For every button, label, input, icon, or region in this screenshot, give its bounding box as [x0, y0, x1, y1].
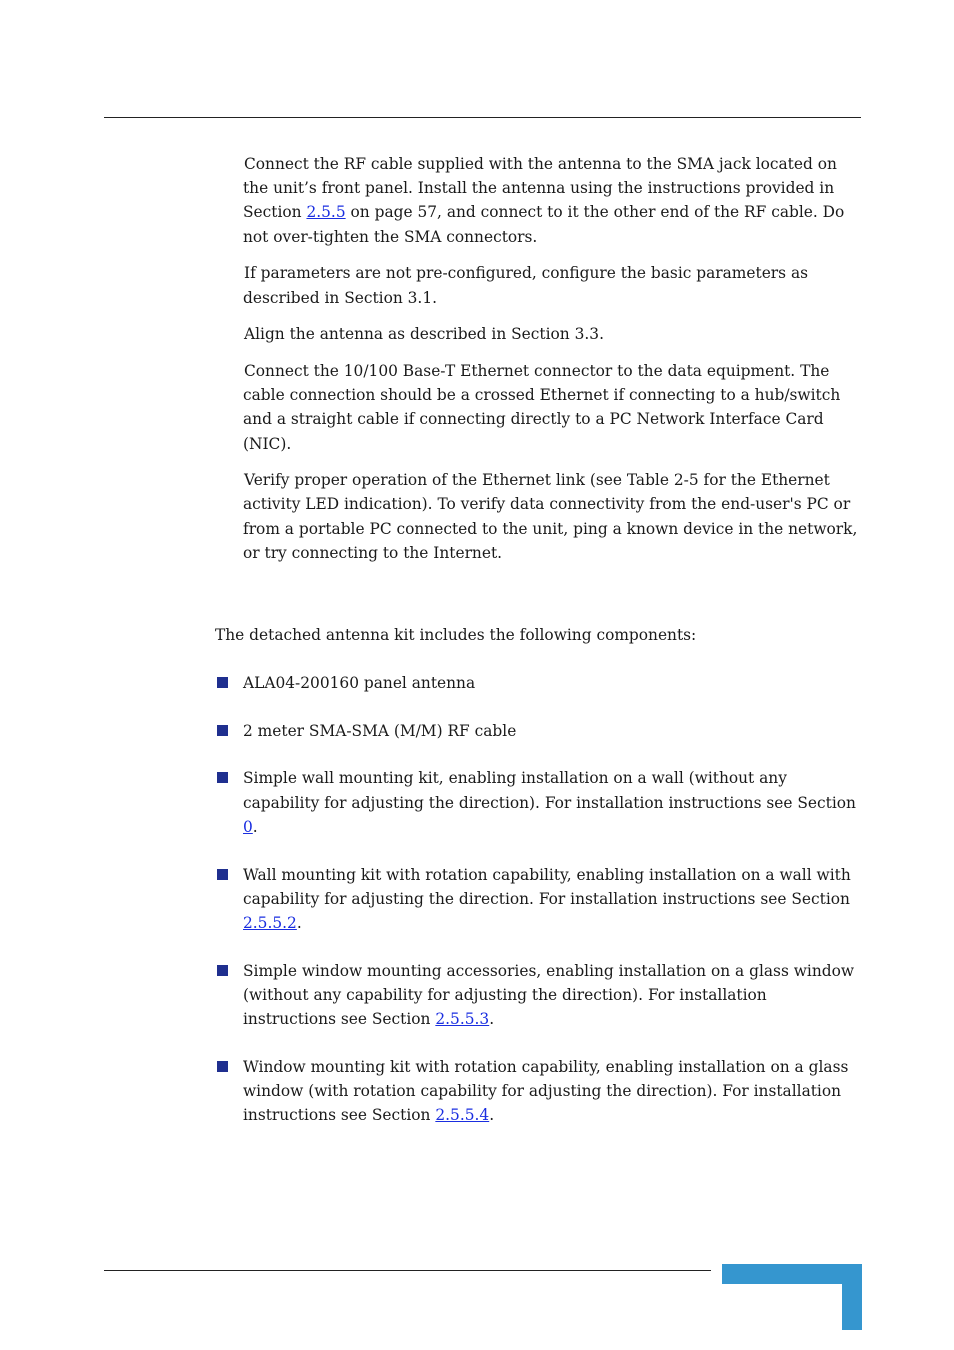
list-item: Simple window mounting accessories, enabling installation on a glass window (without any capability for adjusting the direction). For installation instructions see Section 2.5.5.3. — [215, 959, 863, 1032]
square-bullet-icon — [217, 725, 228, 736]
step-1: Connect the RF cable supplied with the antenna to the SMA jack located on the unit’s front panel. Install the antenna using the instructions provided in Section 2.5.5 on page 57, and connect to it the other end of the RF cable. Do not over-tighten the SMA connectors. — [243, 155, 845, 246]
step-2: If parameters are not pre-configured, configure the basic parameters as described in Section 3.1. — [243, 264, 809, 307]
section-link[interactable]: 2.5.5.4 — [435, 1106, 490, 1125]
section-link[interactable]: 2.5.5.2 — [243, 913, 297, 932]
square-bullet-icon — [217, 772, 228, 783]
kit-components-list — [215, 671, 863, 1151]
footer-rule — [104, 1270, 711, 1271]
section-link[interactable]: 2.5.5 — [306, 203, 346, 222]
step-4: Connect the 10/100 Base-T Ethernet connector to the data equipment. The cable connection should be a crossed Ethernet if connecting to a hub/switch and a straight cable if connecting directly to a PC Network Interface Card (NIC). — [243, 361, 841, 453]
footer-corner-bar — [722, 1264, 862, 1284]
step-5: Verify proper operation of the Ethernet link (see Table 2-5 for the Ethernet activity LED indication). To verify data connectivity from the end-user's PC or from a portable PC connected to the unit, ping a known device in the network, or try connecting to the Internet. — [243, 471, 858, 562]
step-3: Align the antenna as described in Section 3.3. — [244, 325, 604, 344]
section-link[interactable]: 2.5.5.3 — [435, 1010, 490, 1029]
square-bullet-icon — [217, 965, 228, 976]
installation-steps — [243, 152, 863, 578]
list-item: ALA04-200160 panel antenna — [215, 671, 863, 695]
list-item: Wall mounting kit with rotation capability, enabling installation on a wall with capability for adjusting the direction. For installation instructions see Section 2.5.5.2. — [215, 863, 863, 936]
list-item: 2 meter SMA-SMA (M/M) RF cable — [215, 719, 863, 743]
section-link[interactable]: 0 — [243, 817, 253, 836]
square-bullet-icon — [217, 1061, 228, 1072]
header-rule — [104, 117, 861, 118]
footer-corner-tab — [842, 1264, 862, 1330]
square-bullet-icon — [217, 869, 228, 880]
square-bullet-icon — [217, 677, 228, 688]
kit-intro: The detached antenna kit includes the following components: — [215, 626, 697, 644]
list-item: Window mounting kit with rotation capability, enabling installation on a glass window (with rotation capability for adjusting the direction). For installation instructions see Section 2.5.5.4. — [215, 1055, 863, 1128]
list-item: Simple wall mounting kit, enabling installation on a wall (without any capability for adjusting the direction). For installation instructions see Section 0. — [215, 766, 863, 839]
